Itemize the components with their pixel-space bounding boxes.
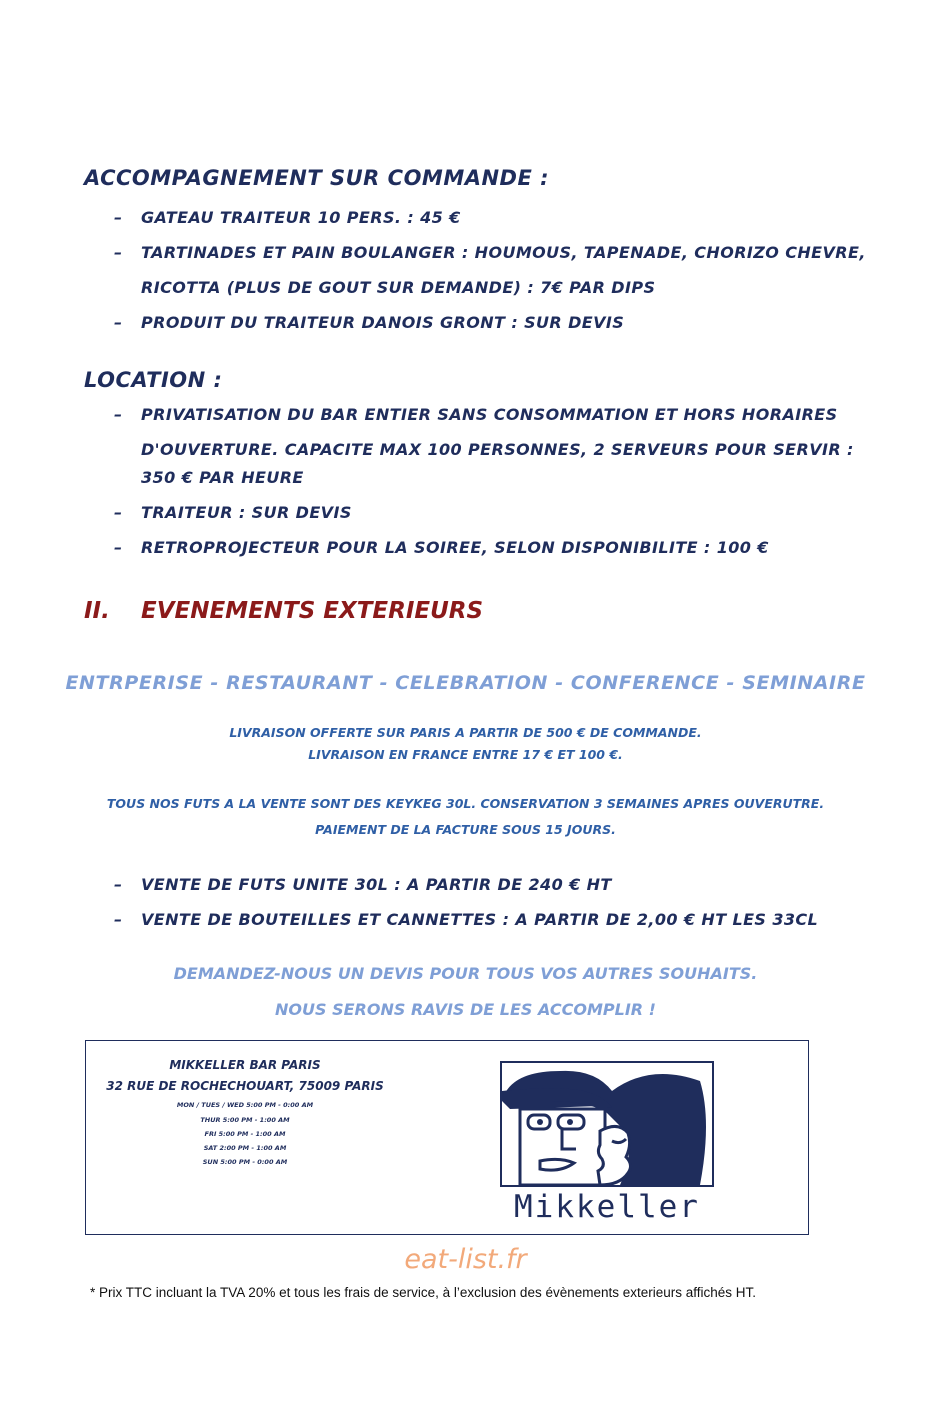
location-item-continuation: 350 € PAR HEURE <box>141 468 304 487</box>
sale-item-text: VENTE DE FUTS UNITE 30L : A PARTIR DE 240 € HT <box>141 875 612 894</box>
bullet-dash: – <box>114 313 123 332</box>
logo-wordmark: Mikkeller <box>514 1189 700 1223</box>
cta-line: NOUS SERONS RAVIS DE LES ACCOMPLIR ! <box>275 1000 656 1019</box>
bar-address: 32 RUE DE ROCHECHOUART, 75009 PARIS <box>106 1079 384 1093</box>
accompaniment-item-text: GATEAU TRAITEUR 10 PERS. : 45 € <box>141 208 461 227</box>
bullet-dash: – <box>114 208 123 227</box>
bullet-dash: – <box>114 538 123 557</box>
bullet-dash: – <box>114 243 123 262</box>
accompaniment-title: ACCOMPAGNEMENT SUR COMMANDE : <box>84 166 550 190</box>
hours-line: SAT 2:00 PM - 1:00 AM <box>203 1144 287 1152</box>
hours-line: FRI 5:00 PM - 1:00 AM <box>204 1130 286 1138</box>
section-number: II. <box>84 598 110 624</box>
sale-item-text: VENTE DE BOUTEILLES ET CANNETTES : A PARTIR DE 2,00 € HT LES 33CL <box>141 910 819 929</box>
hours-line: SUN 5:00 PM - 0:00 AM <box>202 1158 288 1166</box>
location-item-continuation: D'OUVERTURE. CAPACITE MAX 100 PERSONNES, 2 SERVEURS POUR SERVIR : <box>141 440 854 459</box>
payment-line: PAIEMENT DE LA FACTURE SOUS 15 JOURS. <box>315 822 616 837</box>
bar-name: MIKKELLER BAR PARIS <box>169 1058 321 1072</box>
accompaniment-item-continuation: RICOTTA (PLUS DE GOUT SUR DEMANDE) : 7€ PAR DIPS <box>141 278 656 297</box>
watermark-text: eat-list.fr <box>404 1244 527 1275</box>
bullet-dash: – <box>114 875 123 894</box>
accompaniment-item-text: PRODUIT DU TRAITEUR DANOIS GRONT : SUR DEVIS <box>141 313 625 332</box>
location-title: LOCATION : <box>84 368 223 392</box>
bullet-dash: – <box>114 503 123 522</box>
accompaniment-item-text: TARTINADES ET PAIN BOULANGER : HOUMOUS, TAPENADE, CHORIZO CHEVRE, <box>141 243 866 262</box>
bullet-dash: – <box>114 405 123 424</box>
keg-info-line: TOUS NOS FUTS A LA VENTE SONT DES KEYKEG 30L. CONSERVATION 3 SEMAINES APRES OUVERUTRE. <box>106 796 825 811</box>
bullet-dash: – <box>114 910 123 929</box>
location-item-text: RETROPROJECTEUR POUR LA SOIREE, SELON DISPONIBILITE : 100 € <box>141 538 769 557</box>
location-item-text: TRAITEUR : SUR DEVIS <box>141 503 352 522</box>
cta-line: DEMANDEZ-NOUS UN DEVIS POUR TOUS VOS AUTRES SOUHAITS. <box>173 964 758 983</box>
delivery-line: LIVRAISON OFFERTE SUR PARIS A PARTIR DE 500 € DE COMMANDE. <box>229 725 702 740</box>
event-categories: ENTRPERISE - RESTAURANT - CELEBRATION - CONFERENCE - SEMINAIRE <box>65 672 866 694</box>
footnote: * Prix TTC incluant la TVA 20% et tous les frais de service, à l’exclusion des évènements exterieurs affichés HT. <box>90 1285 757 1300</box>
mikkeller-logo <box>500 1061 714 1227</box>
mikkeller-logo-icon <box>500 1061 714 1223</box>
location-item-text: PRIVATISATION DU BAR ENTIER SANS CONSOMMATION ET HORS HORAIRES <box>141 405 838 424</box>
hours-line: MON / TUES / WED 5:00 PM - 0:00 AM <box>176 1101 314 1109</box>
hours-line: THUR 5:00 PM - 1:00 AM <box>200 1116 290 1124</box>
delivery-line: LIVRAISON EN FRANCE ENTRE 17 € ET 100 €. <box>308 747 623 762</box>
section-title: EVENEMENTS EXTERIEURS <box>141 598 484 624</box>
